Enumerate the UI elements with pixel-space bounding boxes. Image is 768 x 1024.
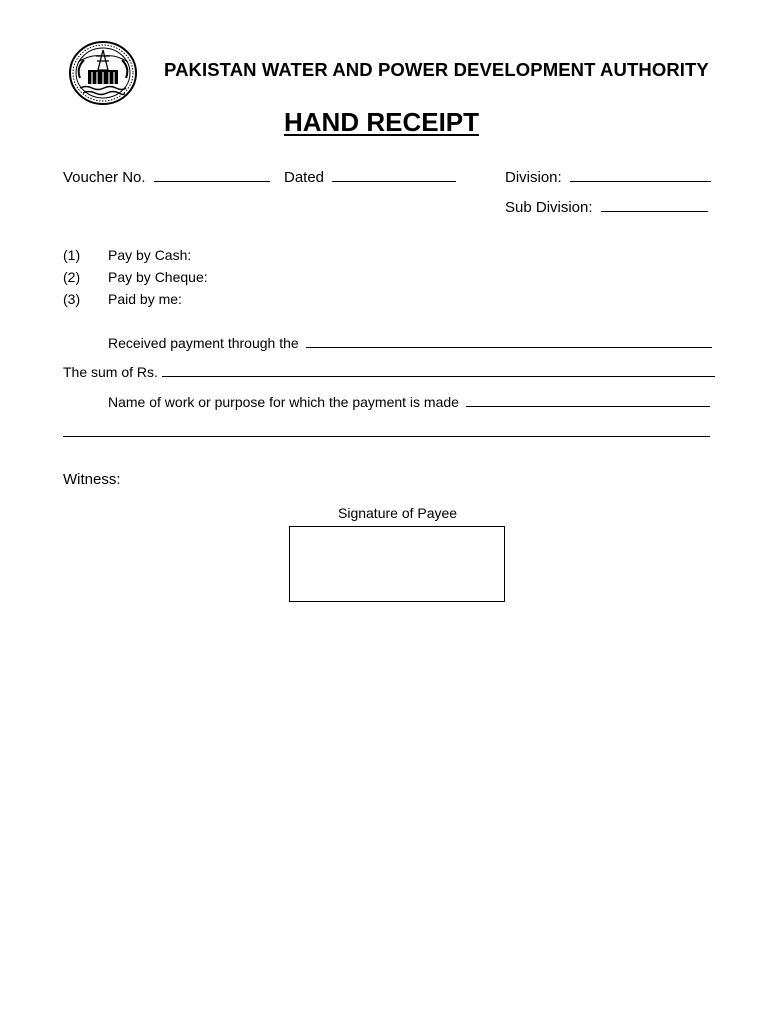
- received-payment-blank[interactable]: [306, 335, 712, 348]
- sum-label: The sum of Rs.: [63, 364, 158, 380]
- signature-box[interactable]: [289, 526, 505, 602]
- payment-option-number: (3): [63, 291, 81, 307]
- dated-field[interactable]: [284, 169, 456, 186]
- payment-option-label: Pay by Cash:: [108, 247, 192, 263]
- division-label: Division:: [505, 169, 562, 186]
- sub-division-blank[interactable]: [601, 199, 708, 212]
- division-blank[interactable]: [570, 169, 711, 182]
- received-payment-label: Received payment through the: [108, 335, 299, 351]
- voucher-no-label: Voucher No.: [63, 169, 146, 186]
- payment-option-number: (1): [63, 247, 81, 263]
- received-payment-field[interactable]: [108, 335, 712, 351]
- purpose-label: Name of work or purpose for which the payment is made: [108, 394, 459, 410]
- wapda-emblem-icon: [68, 40, 138, 106]
- purpose-continuation-line[interactable]: [63, 436, 710, 437]
- voucher-no-blank[interactable]: [154, 169, 270, 182]
- purpose-blank[interactable]: [466, 394, 710, 407]
- purpose-field[interactable]: [108, 394, 710, 410]
- payment-option-label: Pay by Cheque:: [108, 269, 208, 285]
- signature-label: Signature of Payee: [338, 505, 458, 521]
- payment-option-label: Paid by me:: [108, 291, 182, 307]
- dated-blank[interactable]: [332, 169, 456, 182]
- document-title: HAND RECEIPT: [284, 107, 480, 137]
- voucher-no-field[interactable]: [63, 169, 270, 186]
- sum-field[interactable]: [63, 364, 715, 380]
- dated-label: Dated: [284, 169, 325, 186]
- witness-label: Witness:: [63, 471, 121, 488]
- payment-option-number: (2): [63, 269, 81, 285]
- sub-division-label: Sub Division:: [505, 199, 593, 216]
- organization-name: PAKISTAN WATER AND POWER DEVELOPMENT AUTHORITY: [164, 59, 709, 80]
- division-field[interactable]: [505, 169, 711, 186]
- sum-blank[interactable]: [162, 364, 715, 377]
- sub-division-field[interactable]: [505, 199, 708, 216]
